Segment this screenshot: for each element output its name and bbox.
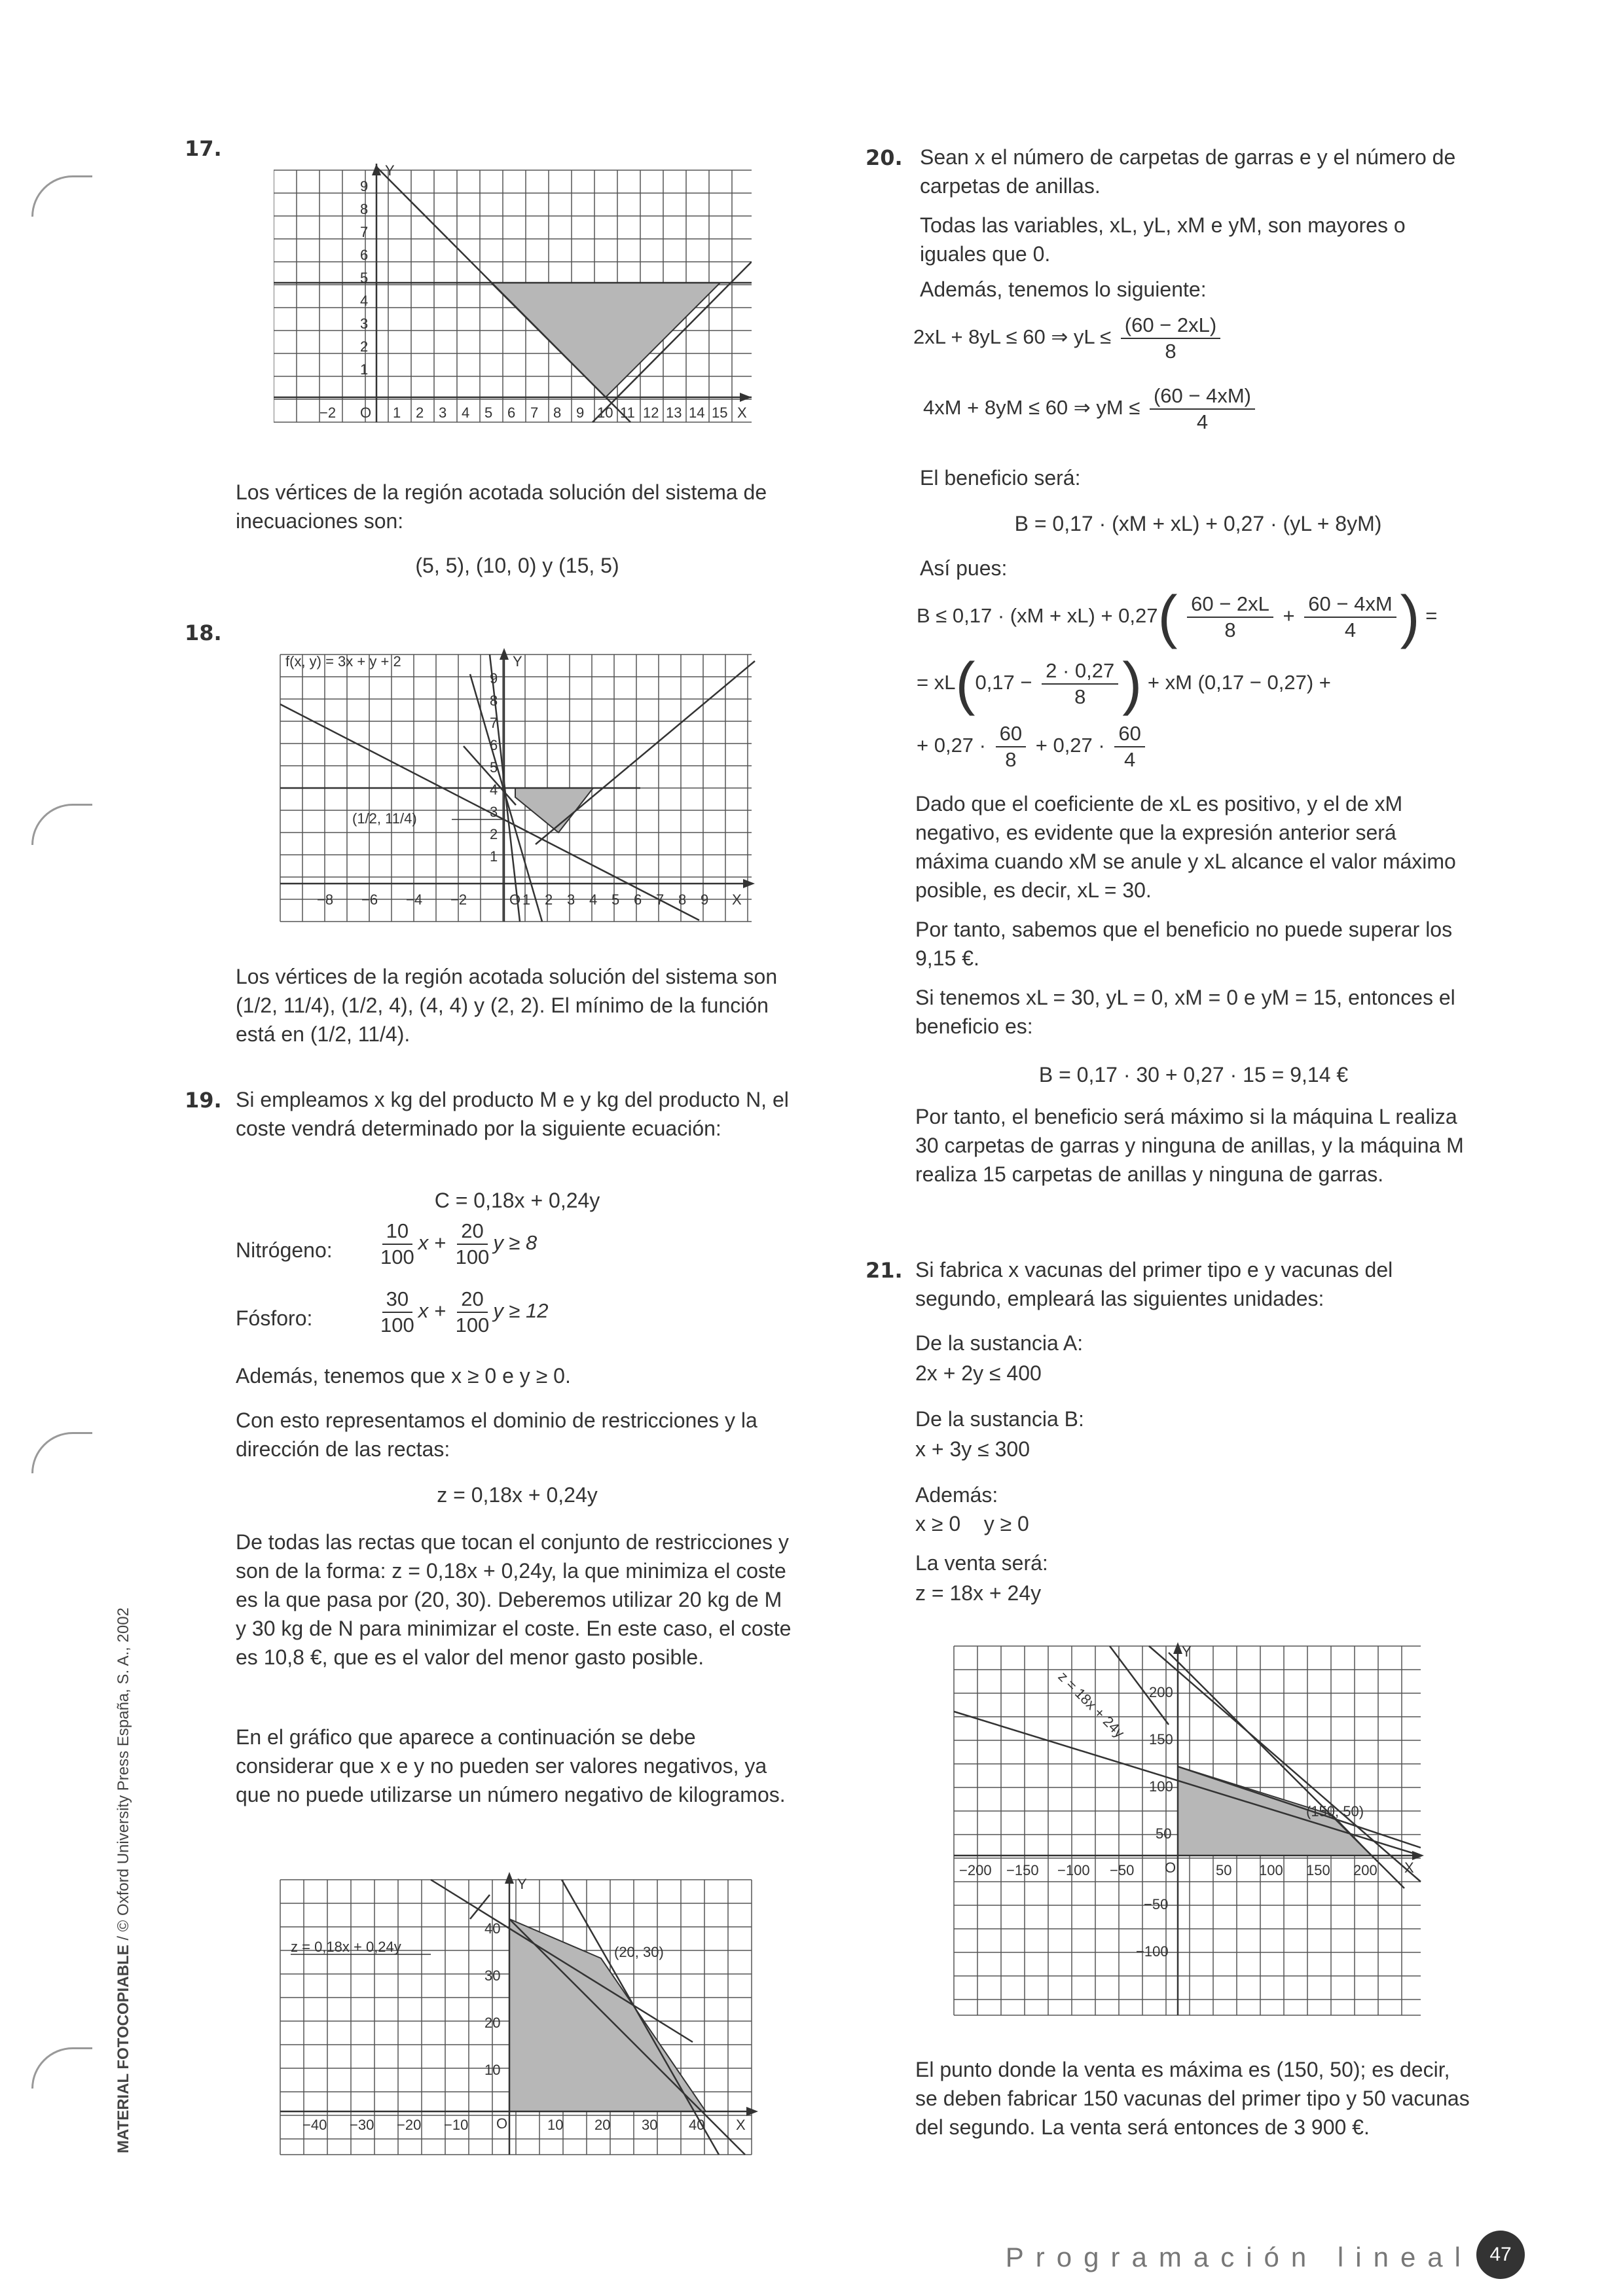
svg-text:13: 13 [666,404,682,421]
final-benefit-equation: B = 0,17 · 30 + 0,27 · 15 = 9,14 € [1038,1063,1349,1086]
exercise-20-paragraph-8: Si tenemos xL = 30, yL = 0, xM = 0 e yM = 15, entonces el beneficio es: [915,986,1455,1038]
exercise-18-graph [274,648,758,929]
svg-text:2: 2 [490,826,498,842]
svg-text:11: 11 [620,404,635,421]
svg-text:−2: −2 [319,404,337,421]
svg-text:−50: −50 [1110,1862,1135,1878]
svg-text:3: 3 [490,804,498,820]
svg-text:6: 6 [360,247,369,263]
derivation-line-2: = xL(0,17 − $\frac{2 \cdot 0,27}{8}$ ) + xM (0,17 − 0,27) + [917,651,1331,717]
exercise-20-paragraph-4: El beneficio será: [920,466,1081,490]
exercise-20-paragraph-1: Sean x el número de carpetas de garras e y el número de carpetas de anillas. [920,145,1456,198]
svg-text:12: 12 [643,404,659,421]
svg-text:5: 5 [490,759,498,776]
exercise-19-nonneg: Además, tenemos que x ≥ 0 e y ≥ 0. [236,1364,571,1388]
svg-text:−100: −100 [1136,1943,1169,1960]
substance-a-equation: 2x + 2y ≤ 400 [915,1361,1042,1385]
svg-text:20: 20 [484,2015,501,2031]
page-number: 47 [1476,2231,1525,2279]
svg-text:X: X [1404,1859,1414,1876]
svg-text:z = 0,18x + 0,24y: z = 0,18x + 0,24y [291,1939,401,1955]
svg-text:4: 4 [490,781,498,798]
derivation-line-1: B ≤ 0,17 · (xM + xL) + 0,27( $\frac{60 - 2xL}{8}$ + $\frac{60 - 4xM}{4}$ ) = [917,584,1438,650]
svg-text:8: 8 [678,891,687,908]
exercise-20-paragraph-2: Todas las variables, xL, yL, xM e yM, son mayores o iguales que 0. [920,213,1406,266]
svg-text:(20, 30): (20, 30) [614,1944,664,1960]
sale-label: La venta será: [915,1551,1048,1575]
svg-text:O: O [1165,1859,1176,1876]
svg-text:100: 100 [1149,1778,1173,1795]
svg-text:4: 4 [360,293,369,309]
exercise-21-graph [953,1640,1424,2019]
svg-text:−20: −20 [397,2117,422,2133]
svg-text:(1/2, 11/4): (1/2, 11/4) [352,810,417,827]
svg-text:10: 10 [547,2117,564,2133]
svg-text:15: 15 [712,404,728,421]
svg-text:200: 200 [1149,1684,1173,1700]
exercise-21-ademas: Además: [915,1483,998,1507]
substance-a-label: De la sustancia A: [915,1331,1084,1355]
svg-text:O: O [509,891,521,908]
copyright-sidebar: MATERIAL FOTOCOPIABLE / © Oxford University Press España, S. A., 2002 [115,1607,132,2153]
punch-hole-mark [31,2047,92,2089]
exercise-17-vertices: (5, 5), (10, 0) y (15, 5) [415,554,619,577]
svg-text:(150, 50): (150, 50) [1306,1803,1364,1820]
exercise-20-paragraph-3: Además, tenemos lo siguiente: [920,278,1207,301]
exercise-19-paragraph-3: De todas las rectas que tocan el conjunto de restricciones y son de la forma: z = 0,18x + 0,24y, la que minimiza el coste es la que pasa por (20, 30). Deberemos utilizar 20 kg de M y 30 kg de N para minimizar el coste. En este caso, el coste es 10,8 €, que es el valor del menor gasto posible. [236,1530,792,1669]
svg-text:Y: Y [1182,1643,1192,1660]
svg-text:−4: −4 [406,891,423,908]
svg-text:X: X [732,891,742,908]
exercise-19-graph [274,1872,758,2160]
svg-text:7: 7 [490,715,498,731]
derivation-line-3: + 0,27 · $\frac{60}{8}$ + 0,27 · $\frac{60}{4}$ [917,721,1149,772]
svg-text:4: 4 [589,891,598,908]
svg-text:9: 9 [576,404,585,421]
svg-text:−2: −2 [450,891,467,908]
svg-text:−40: −40 [302,2117,327,2133]
svg-text:2: 2 [360,338,369,355]
exercise-19-cost-equation: C = 0,18x + 0,24y [434,1189,600,1212]
svg-text:9: 9 [490,670,498,687]
svg-text:O: O [496,2115,508,2132]
svg-text:30: 30 [484,1967,501,1984]
svg-text:10: 10 [597,404,613,421]
exercise-18-text: Los vértices de la región acotada solución del sistema son (1/2, 11/4), (1/2, 4), (4, 4) y (2, 2). El mínimo de la función está en (1/2, 11/4). [236,965,778,1046]
exercise-21-paragraph-1: Si fabrica x vacunas del primer tipo e y vacunas del segundo, empleará las siguientes unidades: [915,1258,1393,1310]
svg-text:14: 14 [689,404,705,421]
svg-text:20: 20 [594,2117,611,2133]
svg-text:3: 3 [439,404,447,421]
substance-b-equation: x + 3y ≤ 300 [915,1437,1030,1461]
exercise-21-paragraph-2: El punto donde la venta es máxima es (150, 50); es decir, se deben fabricar 150 vacunas del primer tipo y 50 vacunas del segundo. La venta será entonces de 3 900 €. [915,2058,1470,2139]
svg-text:−8: −8 [317,891,334,908]
svg-text:200: 200 [1353,1862,1377,1878]
svg-text:−30: −30 [350,2117,374,2133]
nitrogen-label: Nitrógeno: [236,1238,333,1262]
exercise-20-paragraph-9: Por tanto, el beneficio será máximo si la máquina L realiza 30 carpetas de garras y ninguna de anillas, y la máquina M realiza 15 carpetas de anillas y ninguna de garras. [915,1105,1464,1186]
exercise-20-paragraph-5: Así pues: [920,556,1008,580]
svg-text:−100: −100 [1057,1862,1090,1878]
svg-text:7: 7 [360,224,369,240]
phosphorus-label: Fósforo: [236,1306,313,1330]
svg-text:2: 2 [545,891,553,908]
exercise-21-number: 21. [866,1258,903,1283]
exercise-20-number: 20. [866,145,903,170]
svg-text:3: 3 [360,315,369,332]
svg-text:−200: −200 [959,1862,992,1878]
inequality-l: 2xL + 8yL ≤ 60 ⇒ yL ≤ $\frac{(60 - 2xL)}{8}$ [913,313,1224,364]
exercise-19-paragraph-2: Con esto representamos el dominio de restricciones y la dirección de las rectas: [236,1408,757,1461]
phosphorus-inequality: $\frac{30}{100}$ x + $\frac{20}{100}$ y ≥ 12 [380,1287,549,1336]
svg-text:X: X [736,2117,746,2133]
svg-text:9: 9 [701,891,709,908]
svg-text:8: 8 [360,201,369,217]
svg-text:−10: −10 [444,2117,469,2133]
svg-text:1: 1 [490,848,498,865]
svg-text:4: 4 [462,404,470,421]
exercise-17-text: Los vértices de la región acotada solución del sistema de inecuaciones son: [236,480,767,533]
svg-text:1: 1 [522,891,531,908]
exercise-20-paragraph-7: Por tanto, sabemos que el beneficio no puede superar los 9,15 €. [915,918,1453,970]
svg-text:5: 5 [360,270,369,286]
svg-text:7: 7 [530,404,539,421]
exercise-17-number: 17. [185,136,222,161]
exercise-19-paragraph-4: En el gráfico que aparece a continuación se debe considerar que x e y no pueden ser valores negativos, ya que no puede utilizarse un número negativo de kilogramos. [236,1725,786,1806]
exercise-21-nonneg: x ≥ 0 y ≥ 0 [915,1512,1029,1535]
svg-text:z = 18x + 24y: z = 18x + 24y [1055,1668,1128,1741]
svg-text:X: X [737,404,747,421]
svg-text:6: 6 [490,737,498,753]
svg-text:5: 5 [484,404,493,421]
svg-text:8: 8 [553,404,562,421]
punch-hole-mark [31,175,92,217]
svg-text:−6: −6 [361,891,378,908]
svg-text:9: 9 [360,178,369,194]
svg-text:7: 7 [656,891,665,908]
svg-text:40: 40 [689,2117,705,2133]
exercise-20-paragraph-6: Dado que el coeficiente de xL es positivo, y el de xM negativo, es evidente que la expresión anterior será máxima cuando xM se anule y xL alcance el valor máximo posible, es decir, xL = 30. [915,792,1456,902]
svg-text:Y: Y [513,653,522,670]
punch-hole-mark [31,804,92,845]
svg-text:150: 150 [1149,1731,1173,1748]
svg-text:100: 100 [1259,1862,1283,1878]
svg-text:Y: Y [517,1876,527,1892]
svg-text:40: 40 [484,1920,501,1937]
exercise-19-number: 19. [185,1088,222,1113]
inequality-m: 4xM + 8yM ≤ 60 ⇒ yM ≤ $\frac{(60 - 4xM)}{4}$ [923,384,1259,435]
svg-text:Y: Y [385,164,395,179]
exercise-17-graph [274,164,752,439]
svg-text:6: 6 [507,404,516,421]
svg-text:−150: −150 [1006,1862,1039,1878]
svg-text:1: 1 [393,404,401,421]
exercise-18-number: 18. [185,620,222,645]
svg-text:6: 6 [634,891,642,908]
exercise-19-z-equation: z = 0,18x + 0,24y [437,1483,598,1507]
svg-text:O: O [360,404,372,421]
punch-hole-mark [31,1432,92,1473]
svg-text:1: 1 [360,361,369,378]
svg-text:5: 5 [611,891,620,908]
benefit-equation: B = 0,17 · (xM + xL) + 0,27 · (yL + 8yM) [1014,512,1382,535]
svg-text:50: 50 [1156,1825,1172,1842]
svg-text:3: 3 [567,891,575,908]
svg-text:30: 30 [642,2117,658,2133]
svg-text:150: 150 [1306,1862,1330,1878]
sale-equation: z = 18x + 24y [915,1581,1042,1605]
nitrogen-inequality: $\frac{10}{100}$ x + $\frac{20}{100}$ y ≥ 8 [380,1219,538,1268]
svg-text:50: 50 [1216,1862,1232,1878]
svg-text:f(x, y) = 3x + y + 2: f(x, y) = 3x + y + 2 [285,653,401,670]
substance-b-label: De la sustancia B: [915,1407,1084,1431]
svg-text:10: 10 [484,2062,501,2078]
svg-text:−50: −50 [1144,1896,1169,1912]
svg-text:8: 8 [490,692,498,709]
exercise-19-paragraph-1: Si empleamos x kg del producto M e y kg del producto N, el coste vendrá determinado por la siguiente ecuación: [236,1088,789,1140]
footer-title: Programación lineal [1005,2242,1472,2272]
svg-text:2: 2 [416,404,424,421]
